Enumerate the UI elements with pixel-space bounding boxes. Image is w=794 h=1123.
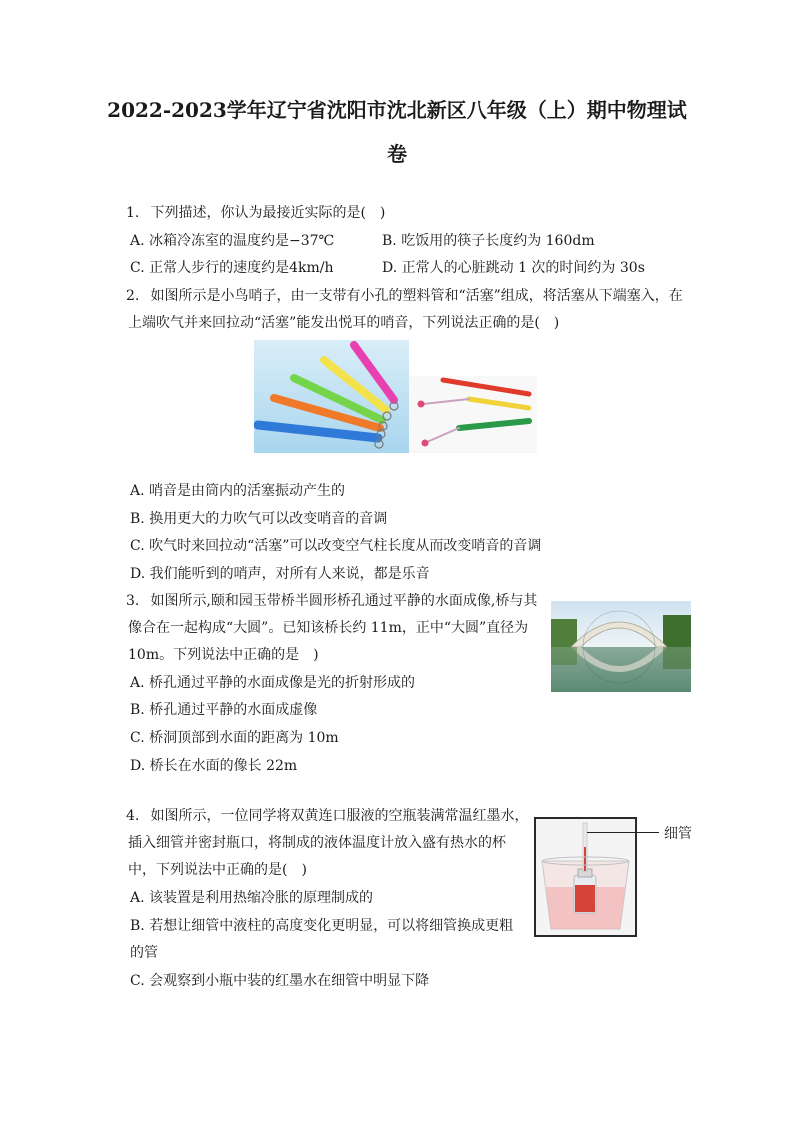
title-line-2: 卷 <box>387 142 407 166</box>
page-title-cont <box>60 132 734 176</box>
whistles-illustration <box>254 340 409 453</box>
q2-option-d: D. 我们能听到的哨声，对所有人来说，都是乐音 <box>130 566 430 582</box>
q4-option-b-line1: B. 若想让细管中液柱的高度变化更明显，可以将细管换成更粗 <box>130 918 514 934</box>
whistle-photo-1 <box>254 340 409 453</box>
thin-tube-label: 细管 <box>664 826 692 842</box>
q1-stem <box>126 203 385 223</box>
q3-option-a: A. 桥孔通过平静的水面成像是光的折射形成的 <box>130 675 416 691</box>
whistle-photo-2 <box>409 376 537 453</box>
q2-stem <box>126 286 683 306</box>
q3-number: 3. <box>126 593 140 609</box>
q4-number: 4. <box>126 808 140 824</box>
q2-stem-line2: 上端吹气并来回拉动“活塞”能发出悦耳的哨音，下列说法正确的是( ) <box>128 315 560 331</box>
q3-option-d: D. 桥长在水面的像长 22m <box>130 758 298 774</box>
q4-option-a: A. 该装置是利用热缩冷胀的原理制成的 <box>130 890 374 906</box>
q3-option-c: C. 桥洞顶部到水面的距离为 10m <box>130 730 339 746</box>
q1-option-b: B. 吃饭用的筷子长度约为 160dm <box>382 233 595 249</box>
q4-stem-line2: 插入细管并密封瓶口，将制成的液体温度计放入盛有热水的杯 <box>128 835 506 851</box>
q3-option-b: B. 桥孔通过平静的水面成虚像 <box>130 702 318 718</box>
page-title <box>60 88 734 132</box>
q1-option-c: C. 正常人步行的速度约是4km/h <box>130 260 334 276</box>
thermometer-cup-photo <box>534 817 637 937</box>
thermometer-label-leader-line <box>587 832 659 833</box>
q3-stem-line1: 如图所示,颐和园玉带桥半圆形桥孔通过平静的水面成像,桥与其 <box>150 593 538 609</box>
q4-option-b-line2: 的管 <box>130 945 158 961</box>
q3-stem <box>126 591 537 611</box>
q2-option-b: B. 换用更大的力吹气可以改变哨音的音调 <box>130 511 388 527</box>
liquid-thermometer-illustration <box>534 817 637 937</box>
q4-option-c: C. 会观察到小瓶中装的红墨水在细管中明显下降 <box>130 973 430 989</box>
q2-option-c: C. 吹气时来回拉动“活塞”可以改变空气柱长度从而改变哨音的音调 <box>130 538 542 554</box>
q1-option-d: D. 正常人的心脏跳动 1 次的时间约为 30s <box>382 260 645 276</box>
q4-stem-line1: 如图所示，一位同学将双黄连口服液的空瓶装满常温红墨水， <box>150 808 529 824</box>
title-line-1: 2022-2023学年辽宁省沈阳市沈北新区八年级（上）期中物理试 <box>107 98 687 122</box>
q2-number: 2. <box>126 288 140 304</box>
q2-stem-line1: 如图所示是小鸟哨子，由一支带有小孔的塑料管和“活塞”组成，将活塞从下端塞入，在 <box>150 288 683 304</box>
q3-stem-line2: 像合在一起构成“大圆”。已知该桥长约 11m，正中“大圆”直径为 <box>128 620 529 636</box>
bridge-photo <box>551 601 691 692</box>
q4-stem-line3: 中，下列说法中正确的是( ) <box>128 862 307 878</box>
q1-stem-text: 下列描述，你认为最接近实际的是( ) <box>150 205 386 221</box>
q3-stem-line3: 10m。下列说法中正确的是 ) <box>128 647 319 663</box>
q1-number: 1. <box>126 205 140 221</box>
q1-option-a: A. 冰箱冷冻室的温度约是−37℃ <box>130 233 335 249</box>
whistles-with-pistons-illustration <box>409 376 537 453</box>
q2-option-a: A. 哨音是由筒内的活塞振动产生的 <box>130 483 346 499</box>
jade-belt-bridge-illustration <box>551 601 691 692</box>
q4-stem <box>126 806 528 826</box>
